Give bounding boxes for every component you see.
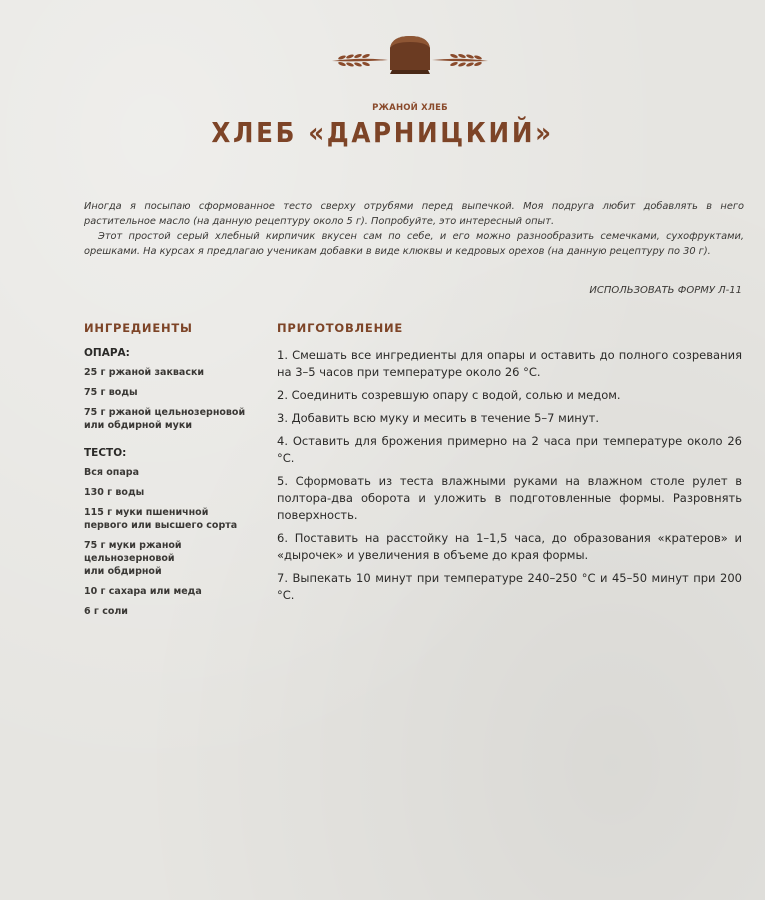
ingredients-heading: ИНГРЕДИЕНТЫ <box>84 321 193 335</box>
ingredient-group-starter <box>84 347 259 432</box>
ingredient-group-dough <box>84 447 259 618</box>
preparation-heading: ПРИГОТОВЛЕНИЕ <box>277 321 404 335</box>
preparation-step: 2. Соединить созревшую опару с водой, солью и медом. <box>277 388 621 402</box>
preparation-step: 5. Сформовать из теста влажными руками на влажном столе рулет в полтора-два оборота и уложить в подготовленные формы. Разровнять поверхность. <box>277 474 742 522</box>
intro-paragraph: Этот простой серый хлебный кирпичик вкусен сам по себе, и его можно разнообразить семечками, сухофруктами, орешками. На курсах я предлагаю ученикам добавки в виде клюквы и кедровых орехов (на данную рецептуру по 30 г). <box>84 231 744 257</box>
ingredient-group-title: ОПАРА: <box>84 347 130 359</box>
ingredient-item: 75 г муки ржаной цельнозерновой или обдирной <box>84 540 182 577</box>
ingredient-item: 6 г соли <box>84 606 128 617</box>
ingredients-list <box>84 347 259 625</box>
recipe-title: ХЛЕБ «ДАРНИЦКИЙ» <box>211 116 554 149</box>
intro-paragraph: Иногда я посыпаю сформованное тесто сверху отрубями перед выпечкой. Моя подруга любит добавлять в него растительное масло (на данную рецептуру около 5 г). Попробуйте, это интересный опыт. <box>84 201 744 227</box>
ingredient-item: 75 г воды <box>84 387 138 398</box>
form-note: ИСПОЛЬЗОВАТЬ ФОРМУ Л-11 <box>589 285 742 296</box>
preparation-step: 6. Поставить на расстойку на 1–1,5 часа, до образования «кратеров» и «дырочек» и увеличения в объеме до края формы. <box>277 531 742 562</box>
preparation-step: 3. Добавить всю муку и месить в течение 5–7 минут. <box>277 411 599 425</box>
preparation-steps <box>277 347 742 610</box>
ingredient-item: 10 г сахара или меда <box>84 586 202 597</box>
bread-loaf-icon <box>330 30 490 92</box>
ingredient-item: 75 г ржаной цельнозерновой или обдирной муки <box>84 407 246 431</box>
rye-bread-emblem <box>330 30 490 113</box>
emblem-label: РЖАНОЙ ХЛЕБ <box>372 103 448 113</box>
ingredient-item: 25 г ржаной закваски <box>84 367 205 378</box>
preparation-step: 1. Смешать все ингредиенты для опары и оставить до полного созревания на 3–5 часов при температуре около 26 °С. <box>277 348 742 379</box>
intro-text <box>84 199 744 259</box>
preparation-step: 7. Выпекать 10 минут при температуре 240–250 °С и 45–50 минут при 200 °С. <box>277 571 742 602</box>
ingredient-item: 115 г муки пшеничной первого или высшего сорта <box>84 507 238 531</box>
ingredient-item: Вся опара <box>84 467 139 478</box>
ingredient-group-title: ТЕСТО: <box>84 447 127 459</box>
preparation-step: 4. Оставить для брожения примерно на 2 часа при температуре около 26 °С. <box>277 434 742 465</box>
ingredient-item: 130 г воды <box>84 487 145 498</box>
